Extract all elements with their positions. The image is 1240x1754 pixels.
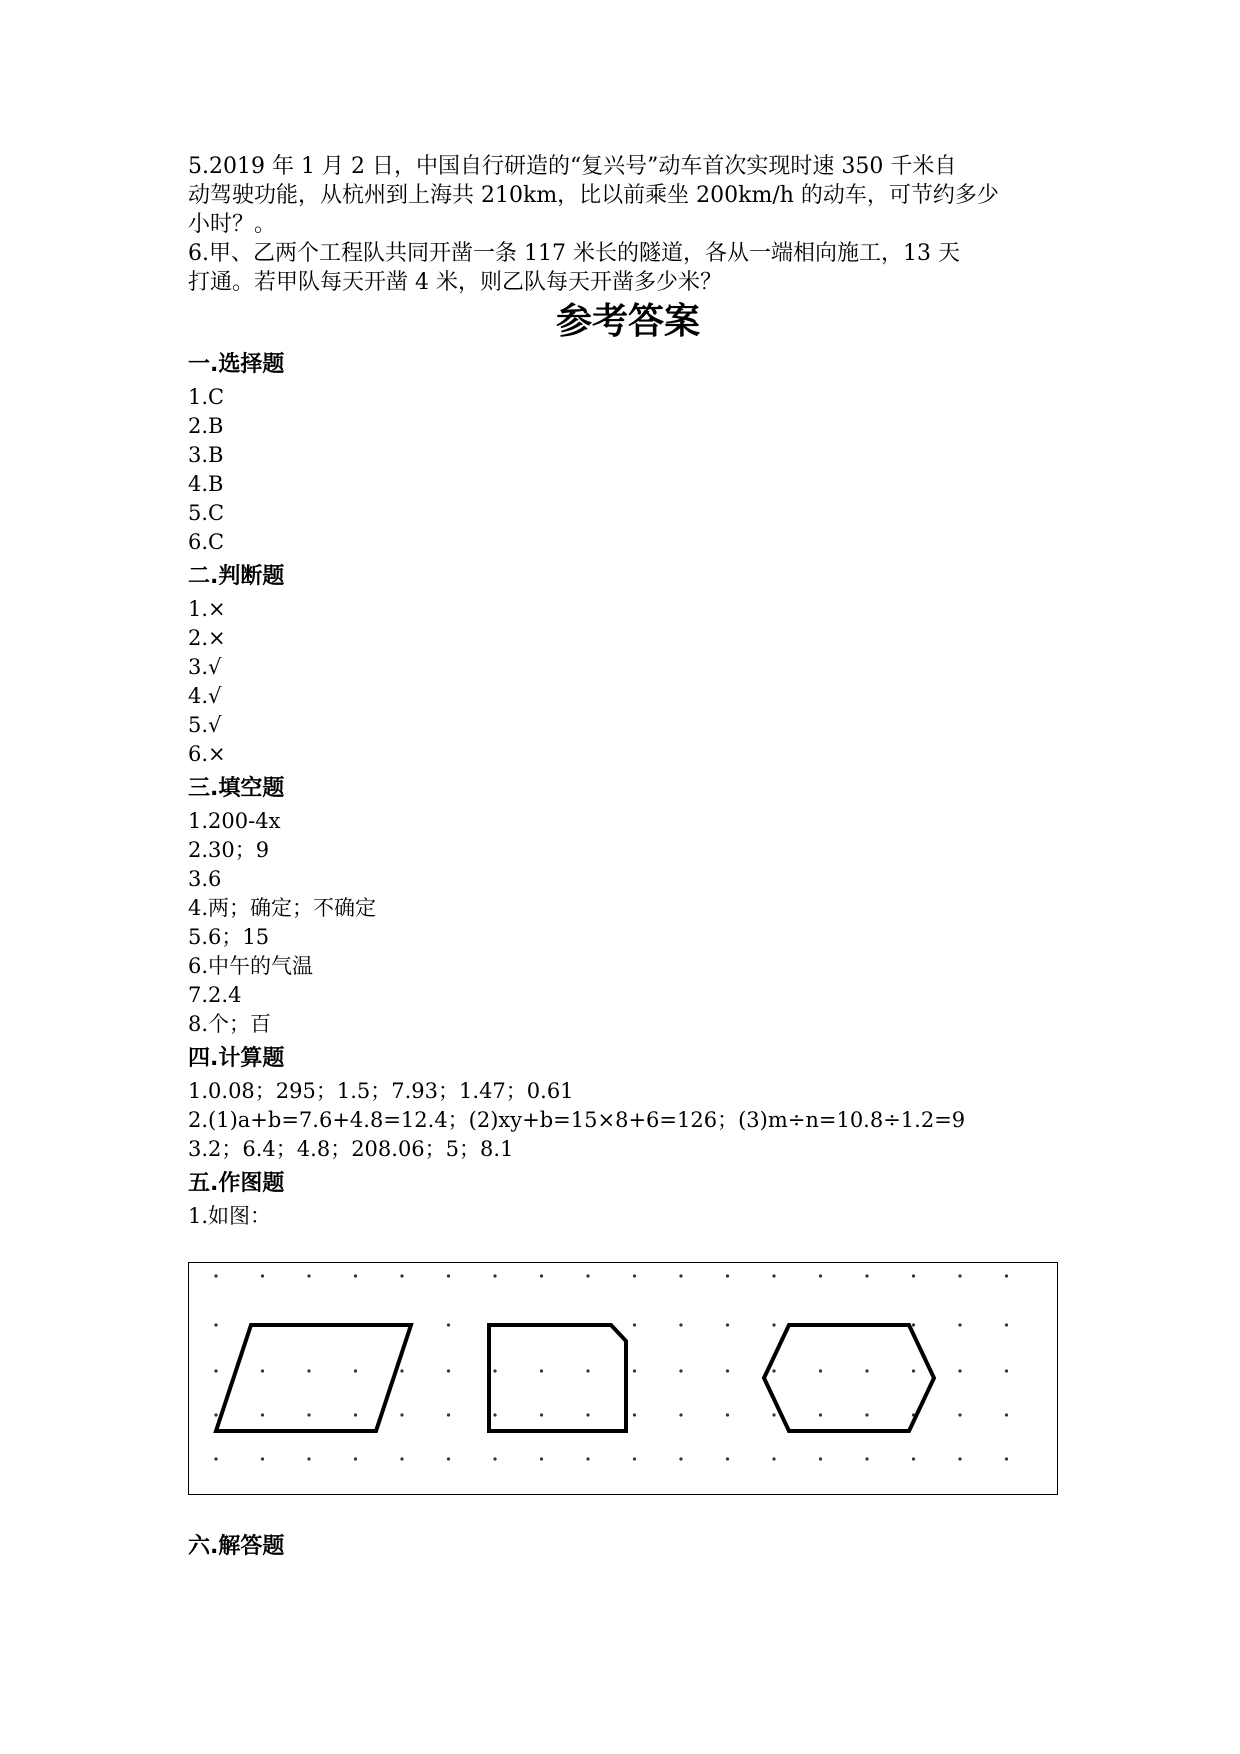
grid-dot	[679, 1274, 682, 1277]
answer-item: 3.2；6.4；4.8；208.06；5；8.1	[188, 1137, 514, 1161]
grid-dot	[1005, 1457, 1008, 1460]
grid-dot	[865, 1413, 868, 1416]
grid-dot	[958, 1274, 961, 1277]
grid-dot	[400, 1457, 403, 1460]
answer-item: 4.B	[188, 472, 224, 496]
section-heading-fill-blank: 三.填空题	[188, 776, 285, 801]
grid-dot	[214, 1323, 217, 1326]
grid-dot	[1005, 1323, 1008, 1326]
grid-dot	[912, 1323, 915, 1326]
answer-item: 3.B	[188, 443, 224, 467]
grid-dot	[726, 1274, 729, 1277]
grid-dot	[912, 1274, 915, 1277]
grid-dot	[865, 1274, 868, 1277]
section-heading-drawing: 五.作图题	[188, 1171, 285, 1196]
answer-item: 6.C	[188, 530, 225, 554]
grid-dot	[865, 1457, 868, 1460]
section-heading-judgment: 二.判断题	[188, 564, 285, 589]
grid-dot	[493, 1413, 496, 1416]
section-heading-choice: 一.选择题	[188, 352, 285, 377]
answer-item: 1.C	[188, 385, 225, 409]
grid-dot	[679, 1457, 682, 1460]
grid-dot	[958, 1323, 961, 1326]
answer-item: 5.√	[188, 713, 222, 737]
grid-dot	[633, 1274, 636, 1277]
grid-dot	[261, 1413, 264, 1416]
grid-dot	[819, 1413, 822, 1416]
grid-dot	[1005, 1274, 1008, 1277]
grid-dot	[679, 1323, 682, 1326]
grid-dot	[307, 1457, 310, 1460]
parallelogram-shape	[216, 1325, 411, 1431]
grid-dot	[726, 1413, 729, 1416]
grid-dot	[261, 1274, 264, 1277]
question-5	[188, 152, 1068, 239]
grid-dot	[540, 1369, 543, 1372]
answer-item: 1.200-4x	[188, 809, 281, 833]
answer-item: 2.B	[188, 414, 224, 438]
grid-dot	[819, 1274, 822, 1277]
grid-dot	[633, 1369, 636, 1372]
cut-rectangle-shape	[489, 1325, 626, 1431]
grid-dot	[633, 1457, 636, 1460]
grid-dot	[214, 1369, 217, 1372]
grid-dot	[400, 1413, 403, 1416]
question-6	[188, 239, 1068, 297]
grid-dot	[912, 1369, 915, 1372]
grid-dot	[354, 1413, 357, 1416]
grid-dot	[912, 1457, 915, 1460]
grid-dot	[586, 1369, 589, 1372]
grid-dot	[447, 1274, 450, 1277]
grid-dot	[261, 1457, 264, 1460]
answer-item: 1.×	[188, 597, 226, 621]
grid-dot	[493, 1369, 496, 1372]
answer-item: 2.×	[188, 626, 226, 650]
answer-item: 3.6	[188, 867, 222, 891]
answer-item: 2.(1)a+b=7.6+4.8=12.4；(2)xy+b=15×8+6=126；(3)m÷n=10.8÷1.2=9	[188, 1108, 966, 1132]
grid-dot	[772, 1457, 775, 1460]
answer-item: 5.6；15	[188, 925, 270, 949]
grid-dot	[633, 1323, 636, 1326]
hexagon-shape	[764, 1325, 934, 1431]
answer-item: 8.个；百	[188, 1012, 272, 1036]
grid-dot	[447, 1369, 450, 1372]
grid-dot	[214, 1274, 217, 1277]
question-line: 6.甲、乙两个工程队共同开凿一条 117 米长的隧道，各从一端相向施工，13 天	[188, 241, 960, 266]
grid-dot	[1005, 1413, 1008, 1416]
grid-dot	[679, 1369, 682, 1372]
grid-dot	[819, 1369, 822, 1372]
grid-dot	[493, 1457, 496, 1460]
grid-dot	[819, 1457, 822, 1460]
grid-dot	[447, 1457, 450, 1460]
grid-dot	[958, 1369, 961, 1372]
answer-item: 1.如图：	[188, 1204, 272, 1228]
answer-item: 4.两；确定；不确定	[188, 896, 377, 920]
grid-dot	[772, 1369, 775, 1372]
dot-grid-figure	[188, 1262, 1058, 1495]
grid-dot	[400, 1274, 403, 1277]
grid-dot	[726, 1457, 729, 1460]
grid-dot	[726, 1323, 729, 1326]
grid-dot	[214, 1413, 217, 1416]
section-heading-word-problems: 六.解答题	[188, 1534, 285, 1559]
grid-dot	[540, 1274, 543, 1277]
grid-dot	[493, 1274, 496, 1277]
grid-dot	[261, 1369, 264, 1372]
grid-dot	[354, 1457, 357, 1460]
grid-dot	[633, 1413, 636, 1416]
grid-dot	[586, 1457, 589, 1460]
question-line: 打通。若甲队每天开凿 4 米，则乙队每天开凿多少米？	[188, 270, 722, 295]
question-line: 动驾驶功能，从杭州到上海共 210km，比以前乘坐 200km/h 的动车，可节约多少	[188, 183, 999, 208]
grid-dot	[958, 1457, 961, 1460]
answer-item: 1.0.08；295；1.5；7.93；1.47；0.61	[188, 1079, 574, 1103]
grid-dot	[447, 1413, 450, 1416]
question-line: 小时？。	[188, 212, 277, 237]
grid-dot	[307, 1369, 310, 1372]
grid-dot	[679, 1413, 682, 1416]
answer-item: 6.×	[188, 742, 226, 766]
grid-dot	[865, 1369, 868, 1372]
grid-dot	[958, 1413, 961, 1416]
grid-dot	[772, 1274, 775, 1277]
answer-key-title: 参考答案	[555, 301, 700, 342]
grid-dot	[354, 1274, 357, 1277]
question-line: 5.2019 年 1 月 2 日，中国自行研造的“复兴号”动车首次实现时速 350 千米自	[188, 154, 957, 179]
answer-item: 2.30；9	[188, 838, 270, 862]
grid-dot	[586, 1274, 589, 1277]
answer-item: 6.中午的气温	[188, 954, 314, 978]
grid-dot	[726, 1369, 729, 1372]
grid-dot	[307, 1274, 310, 1277]
grid-dot	[772, 1413, 775, 1416]
grid-dot	[214, 1457, 217, 1460]
grid-dot	[772, 1323, 775, 1326]
dot-grid-drawing	[189, 1263, 1056, 1493]
grid-dot	[1005, 1369, 1008, 1372]
answer-item: 5.C	[188, 501, 225, 525]
grid-dot	[307, 1413, 310, 1416]
answer-item: 3.√	[188, 655, 222, 679]
grid-dot	[586, 1413, 589, 1416]
section-heading-calculation: 四.计算题	[188, 1046, 285, 1071]
grid-dot	[400, 1369, 403, 1372]
answer-item: 4.√	[188, 684, 222, 708]
grid-dot	[354, 1369, 357, 1372]
grid-dot	[540, 1413, 543, 1416]
grid-dot	[447, 1323, 450, 1326]
grid-dot	[540, 1457, 543, 1460]
answer-item: 7.2.4	[188, 983, 242, 1007]
